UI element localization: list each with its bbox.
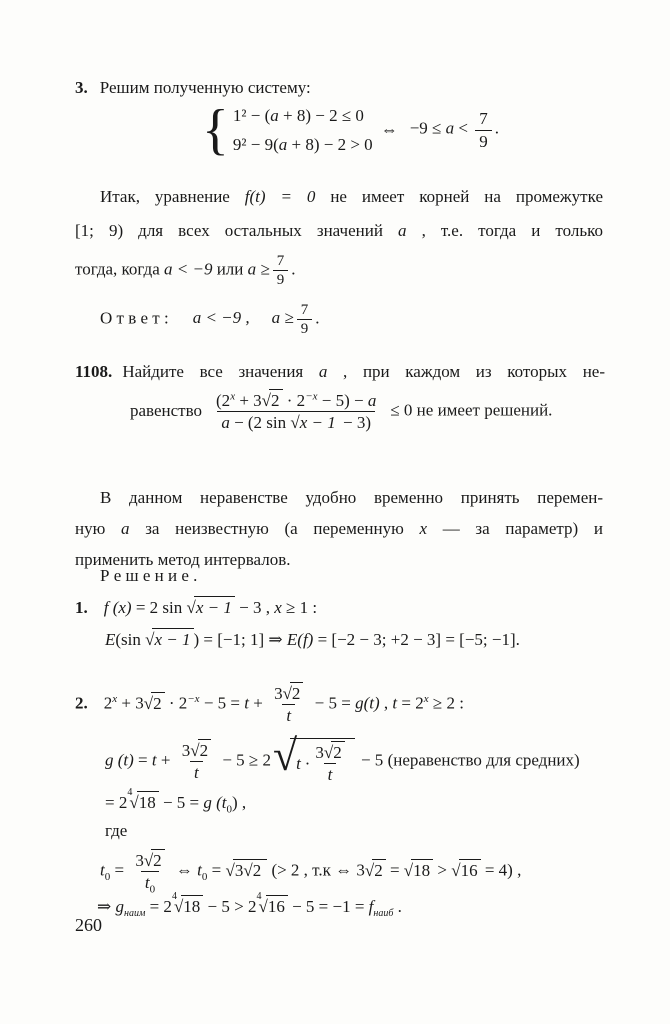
fraction-3sqrt2-over-t0: $\frac{3√2}{t_0}$	[131, 850, 168, 894]
system-result: −9 ≤ a < $\frac{7}{9}$ .	[409, 109, 499, 151]
means-inequality-note: (неравенство для средних)	[387, 750, 580, 770]
answer-part-1: a < −9 ,	[192, 308, 250, 328]
item2-line-3: = $2^4√18 - 5 = g$ $(t_0)$ ,	[105, 787, 247, 816]
sqrt-2: √2	[144, 851, 165, 870]
fourth-root-16: $^4$√16	[256, 897, 287, 916]
system-brace: {	[202, 99, 229, 161]
step3-heading	[75, 78, 311, 98]
paragraph-note	[75, 482, 603, 575]
fourth-root-18: $^4$√18	[172, 897, 203, 916]
item2-line-2: g (t) = t + $\frac{3√2}{t}$ − 5 ≥ 2 √ t · 3√2 t − 5 (неравенство для средних)	[105, 731, 580, 785]
page-number: 260	[75, 915, 102, 935]
sqrt-x-minus-1: √x − 1	[187, 598, 235, 617]
equivalence-arrow: ⇔	[380, 120, 398, 139]
problem-1108-line-1: 1108. Найдите все значения a , при каждом из которых не-	[75, 362, 605, 381]
solution-item-1	[75, 598, 520, 650]
system-display	[202, 99, 499, 161]
itak-line-2: [1; 9) для всех остальных значений a , т.е. тогда и только	[75, 221, 603, 240]
solution-header: Р е ш е н и е .	[100, 566, 198, 585]
fraction-denominator: 9	[475, 130, 492, 152]
sqrt-2: √2	[365, 861, 386, 880]
inequality-numerator: $(2^x + 3√2 \cdot 2^{-x} - 5) - a$	[216, 390, 377, 410]
nested-root: √3√2	[226, 861, 268, 880]
fraction-7-9	[475, 108, 492, 152]
sqrt-2: √2	[243, 861, 264, 880]
sqrt-x-minus-1: √x − 1	[290, 413, 338, 432]
note-line-2: ную a за неизвестную (а переменную x — за параметр) и	[75, 519, 603, 538]
paragraph-itak	[75, 180, 603, 289]
fraction-numerator: 7	[479, 109, 488, 129]
itak-line-3: тогда, когда a < −9 или a ≥ $\frac{7}{9}$ .	[75, 253, 296, 288]
sqrt-2: √2	[144, 694, 165, 713]
item1-number: 1.	[75, 598, 88, 617]
system-lines	[233, 106, 373, 155]
fraction-3sqrt2-over-t: $\frac{3√2}{t}$	[178, 740, 215, 784]
item2-number: 2.	[75, 693, 88, 713]
sqrt-2: √2	[283, 684, 304, 703]
problem-1108	[75, 362, 605, 434]
fraction-3sqrt2-over-t: $\frac{3√2}{t}$	[270, 683, 307, 727]
item1-line-2: E(sin √x − 1 ) = [−1; 1] ⇒ E(f) = [−2 − 3; +2 − 3] = [−5; −1].	[105, 630, 520, 649]
itak-line-1: Итак, уравнение f(t) = 0 не имеет корней на промежутке	[100, 187, 603, 206]
item2-line-6: ⇒ $g_{наим} = 2^4√18 - 5 > 2^4√16 - 5 = -1 = f_{наиб}$ .	[97, 891, 402, 919]
note-line-1: В данном неравенстве удобно временно принять перемен-	[100, 488, 603, 507]
system-line-1: 1² − (a + 8) − 2 ≤ 0	[232, 105, 364, 125]
note-line-3: применить метод интервалов.	[75, 550, 291, 569]
inequality-fraction	[212, 390, 380, 434]
step3-number: 3.	[75, 78, 88, 97]
fraction-7-9: $\frac{7}{9}$	[297, 301, 313, 338]
sqrt-2: √2	[324, 743, 345, 762]
problem-1108-line-2: равенство $\frac{(2^x + 3√2 \cdot 2^{-x} - 5) - a}{a - (2 \sin √x - 1 - 3)}$ ≤ 0 не имеет решений.	[130, 390, 553, 433]
problem-number: 1108.	[75, 362, 113, 381]
inequality-denominator: a − (2 sin √x − 1 − 3)	[217, 411, 375, 433]
answer-part-2: a ≥	[271, 308, 294, 328]
item2-line-5: $t_0$ = $\frac{3√2}{t_0}$ ⇔ $t_0 = √3√2$ (> 2 , т.к ⇔ 3√2 = √18 > √16 = 4) ,	[100, 851, 522, 896]
step3-title: Решим полученную систему:	[99, 78, 311, 97]
sqrt-x-minus-1: √x − 1	[145, 630, 193, 649]
item1-line-1: 1. f (x) = 2 sin √x − 1 − 3 , x ≥ 1 :	[75, 598, 318, 617]
sqrt-2: √2	[190, 741, 211, 760]
answer-label: О т в е т :	[100, 308, 169, 328]
sqrt-2: √2	[262, 391, 283, 410]
fourth-root-18: $^4$√18	[127, 793, 158, 812]
big-root: √ t · 3√2 t	[273, 738, 355, 786]
system-line-2: 9² − 9(a + 8) − 2 > 0	[232, 134, 373, 154]
sqrt-18: √18	[404, 861, 433, 880]
answer-line: О т в е т : a < −9 , a ≥ $\frac{7}{9}$ .	[100, 302, 320, 337]
fraction-3sqrt2-over-t: 3√2 t	[311, 742, 348, 786]
fraction-7-9: $\frac{7}{9}$	[273, 252, 289, 289]
sqrt-16: √16	[451, 861, 480, 880]
item2-line-4: где	[105, 821, 128, 840]
item2-line-1: 2. $2^x + 3√2 \cdot 2^{-x} - 5 = t$ + $\frac{3√2}{t}$ − 5 = g(t) , $t = 2^x \ge 2$ :	[75, 684, 464, 726]
